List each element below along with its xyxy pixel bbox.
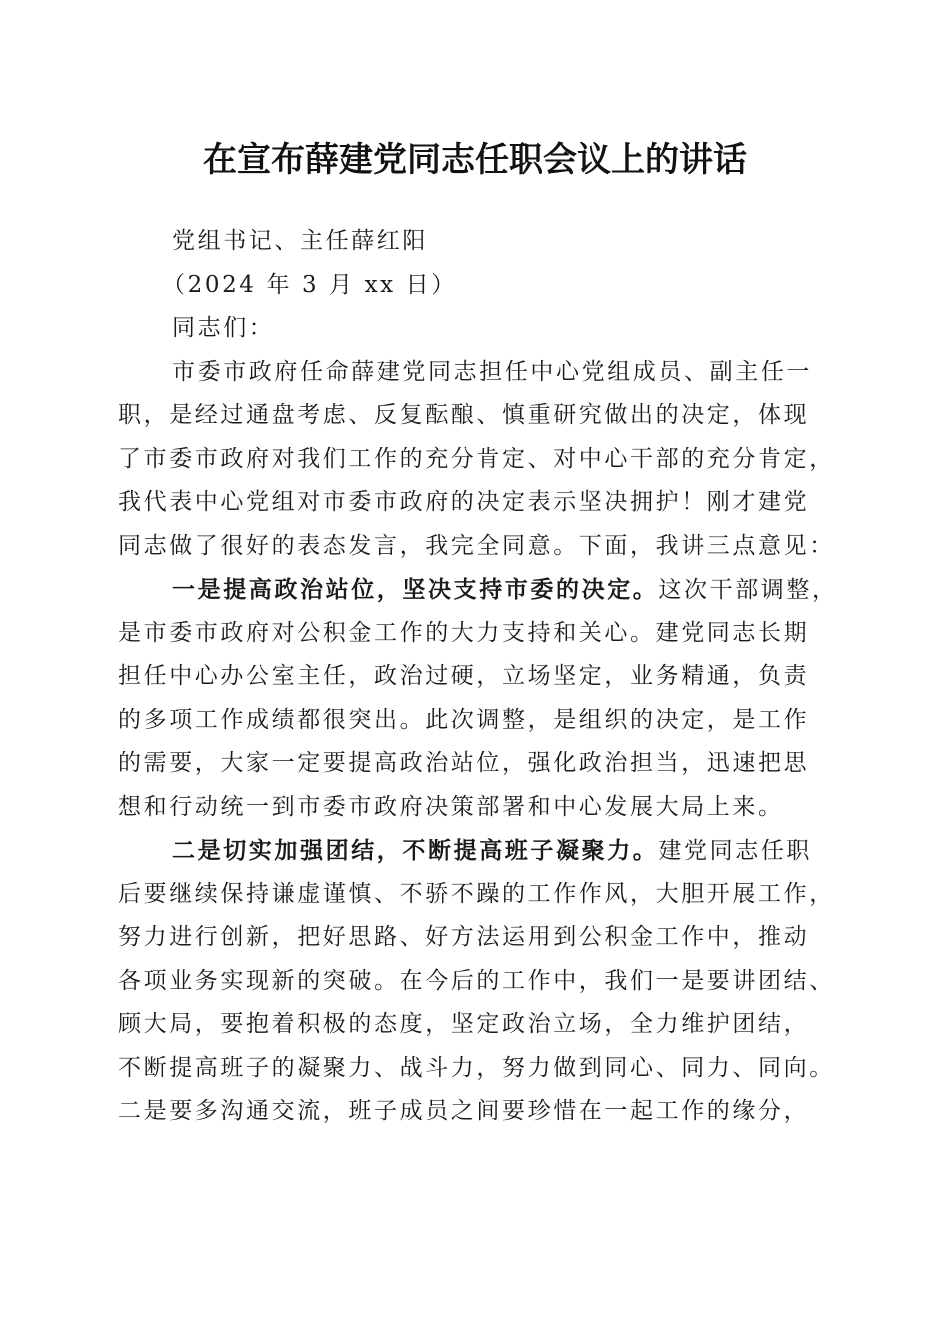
paragraph-line: 的需要，大家一定要提高政治站位，强化政治担当，迅速把思 [118,750,810,776]
paragraph-2 [118,568,840,829]
paragraph-first-rest: 这次干部调整， [658,577,838,603]
paragraph-line: 我代表中心党组对市委市政府的决定表示坚决拥护！刚才建党 [118,489,810,515]
salutation-line: 同志们： [172,315,275,341]
paragraph-line: 二是要多沟通交流，班子成员之间要珍惜在一起工作的缘分， [118,1098,810,1124]
paragraph-3 [118,829,840,1134]
paragraph-heading: 一是提高政治站位，坚决支持市委的决定。 [172,576,659,603]
paragraph-first-rest: 建党同志任职 [658,838,813,864]
paragraph-line: 的多项工作成绩都很突出。此次调整，是组织的决定，是工作 [118,706,810,733]
paragraph-line: 同志做了很好的表态发言，我完全同意。下面，我讲三点意见： [118,532,835,559]
document-body [118,220,840,1134]
paragraph-line: 努力进行创新，把好思路、好方法运用到公积金工作中，推动 [118,924,810,950]
speaker-line: 党组书记、主任薛红阳 [172,228,428,254]
paragraph-1 [118,351,840,569]
document-title: 在宣布薛建党同志任职会议上的讲话 [203,140,747,180]
paragraph-heading: 二是切实加强团结，不断提高班子凝聚力。 [172,837,659,864]
paragraph-first-line [118,568,840,612]
paragraph-first-line [118,829,840,873]
paragraph-line: 担任中心办公室主任，政治过硬，立场坚定，业务精通，负责 [118,663,810,689]
paragraph-line: 不断提高班子的凝聚力、战斗力，努力做到同心、同力、同向。 [118,1054,835,1081]
paragraph-line: 了市委市政府对我们工作的充分肯定、对中心干部的充分肯定， [118,445,835,472]
paragraph-line: 市委市政府任命薛建党同志担任中心党组成员、副主任一 [172,358,812,385]
paragraph-line: 后要继续保持谦虚谨慎、不骄不躁的工作作风，大胆开展工作， [118,880,835,907]
paragraph-line: 想和行动统一到市委市政府决策部署和中心发展大局上来。 [118,793,784,820]
paragraph-line: 职，是经过通盘考虑、反复酝酿、慎重研究做出的决定，体现 [118,402,810,428]
paragraph-line: 各项业务实现新的突破。在今后的工作中，我们一是要讲团结、 [118,967,835,994]
date-line: （2024 年 3 月 xx 日） [162,271,457,298]
paragraph-line: 是市委市政府对公积金工作的大力支持和关心。建党同志长期 [118,619,810,646]
paragraph-line: 顾大局，要抱着积极的态度，坚定政治立场，全力维护团结， [118,1011,810,1037]
